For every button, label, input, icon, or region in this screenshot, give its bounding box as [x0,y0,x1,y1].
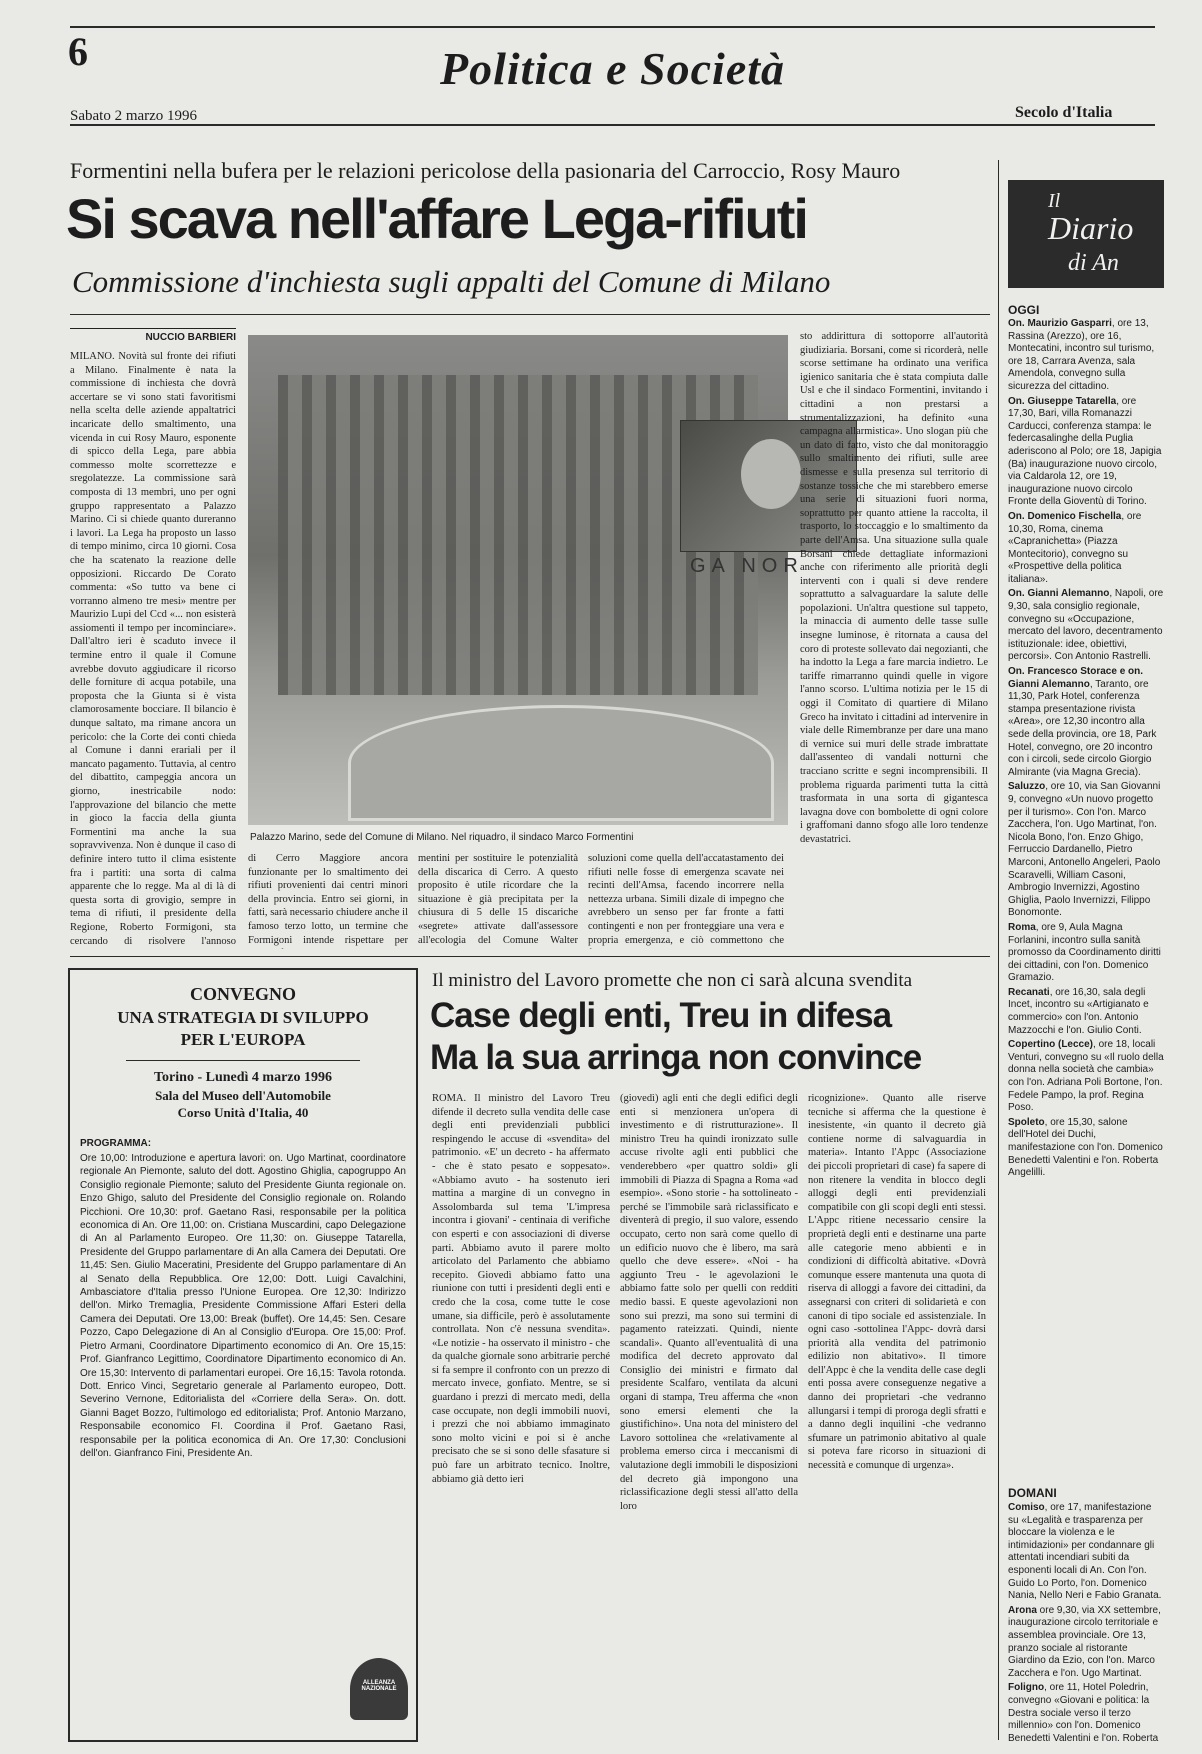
diario-entry-text: , ore 16,30, sala degli Incet, incontro su «Artigianato e commercio» con l'on. Antonio Mazzocchi e l'on. Giulio Conti. [1008,986,1149,1036]
date: Sabato 2 marzo 1996 [70,108,198,124]
diario-logo [1008,180,1164,288]
second-col3: ricognizione». Quanto alle riserve tecniche si afferma che la questione è inesistente, «in quanto il decreto già contiene norme di salvaguardia in materia». Intanto l'Appc (Associazione dei piccoli proprietari di case) fa sapere di non ritenere la vendita in blocco degli alloggi degli enti previdenziali compatibile con gli scopi degli enti stessi. L'Appc ritiene necessario censire la proprietà degli enti e destinarne una parte alle categorie meno abbienti e in condizioni di difficoltà abitative. «Dovrà comunque essere mantenuta una quota di riserva di alloggi a favore dei cittadini, da assegnarsi con criteri di solidarietà e con canoni di tipo sociale ed assistenziale. In ogni caso -sottolinea l'Appc- dovrà darsi priorità alla vendita del patrimonio edilizio non abitativo». Il timore dell'Appc è che la vendita delle case degli enti possa avere conseguenze negative a danno dei proprietari -che vedranno allungarsi i tempi di proroga degli sfratti e a danno degli inquilini -che vedranno sfumare un patrimonio abitativo al quale si poteva fare ricorso in situazioni di necessità e comunque di urgenza». [808,1093,986,1472]
second-headline1: Case degli enti, Treu in difesa [430,996,892,1035]
diario-entry [1008,588,1164,664]
face-shape [741,439,801,509]
diario-entry-text: , ore 17,30, Bari, villa Romanazzi Carducci, conferenza stampa: le federcasalinghe della Puglia aderiscono al Polo; ore 18, Japigia (Ba) inaugurazione nuovo circolo, via Caldarola 12, ore 19, inaugurazione nuovo circolo Fronte della Gioventù di Torino. [1008,395,1162,508]
diario-entry [1008,1039,1164,1115]
convegno-subtitle1: UNA STRATEGIA DI SVILUPPO [117,1008,369,1027]
diario-entry-who: Recanati [1008,986,1050,998]
diario-entry-who: On. Gianni Alemanno [1008,588,1110,600]
inset-badge-text: GA NOR [690,555,804,577]
convegno-where1: Sala del Museo dell'Automobile [155,1088,331,1103]
domani-label: DOMANI [1008,1486,1057,1500]
convegno-box [68,968,418,1742]
second-headline2: Ma la sua arringa non convince [430,1038,922,1077]
diario-logo-line1: Il [1048,190,1061,212]
diario-entry-who: Copertino (Lecce) [1008,1039,1094,1051]
diario-entry-text: , Taranto, ore 11,30, Park Hotel, conferenza stampa presentazione rivista «Area», ore 12,30 incontro alla sede della provincia, ore 18, Park Hotel, convegno, ore 20 incontro con i circoli, sede circolo Giorgio Almirante (via Magna Grecia). [1008,678,1157,778]
diario-entry-text: , Napoli, ore 9,30, sala consiglio regionale, convegno su «Occupazione, mercato del lavoro, decentramento istituzionale: idee, obiettivi, percorsi». Con Antonio Rastrelli. [1008,588,1164,663]
diario-entry-who: Spoleto [1008,1116,1045,1128]
diario-entry-text: , ore 15,30, salone dell'Hotel dei Duchi, manifestazione con l'on. Domenico Benedetti Valentini e l'on. Roberta Angelilli. [1008,1116,1163,1179]
sidebar-divider [998,160,999,1740]
diario-entry [1008,318,1164,394]
fountain [348,705,774,821]
lead-col3: mentini per sostituire le potenzialità della discarica di Cerro. A questo proposito è utile ricordare che la situazione è già precipitata per la chiusura di 5 delle 15 discariche «segrete» attivate dall'assessore all'ecologia del Comune Walter [418,853,578,946]
diario-entry [1008,1682,1164,1742]
lead-subheadline: Commissione d'inchiesta sugli appalti del Comune di Milano [72,264,831,299]
diario-entry-who: Comiso [1008,1502,1045,1513]
diario-logo-line2: Diario [1048,210,1134,246]
diario-entry [1008,511,1164,587]
diario-entry [1008,1605,1164,1681]
diario-entry-text: , ore 10,30, Roma, cinema «Capranichetta» (Piazza Montecitorio), convegno su «Prospettive della politica italiana». [1008,510,1142,585]
lead-headline: Si scava nell'affare Lega-rifiuti [66,187,807,250]
diario-entry-who: Saluzzo [1008,781,1046,793]
domani-list [1008,1502,1164,1742]
diario-entry-text: , ore 10, via San Giovanni 9, convegno «Un nuovo progetto per il turismo». Con l'on. Marco Zacchera, l'on. Ugo Martinat, l'on. Nicola Bono, l'on. Enzo Ghigo, Ferruccio Dardanello, Pietro Marconi, Antonello Angeleri, Paolo Scaravelli, William Casoni, Ambrogio Invernizzi, Agostino Ghiglia, Paolo Invernizzi, Filippo Bonomonte. [1008,781,1161,919]
diario-entry-who: On. Francesco Storace e on. Gianni Alemanno [1008,666,1144,690]
diario-entry [1008,396,1164,509]
convegno-rule [126,1060,360,1061]
lead-col5: sto addirittura di sottoporre all'autorità giudiziaria. Borsani, come si ricorderà, nelle scorse settimane ha ordinato una verifica igienico sanitaria che è stata compiuta dalle Usl e che il sindaco Formentini, invitando i cittadini a non prestarsi a strumentalizzazioni, ha definito «una campagna allarmistica». Uno slogan più che un dato di fatto, visto che dal monitoraggio sullo smaltimento dei rifiuti, sulle aree dismesse e sulla presenza sul territorio di sostanze tossiche che mi starebbero emerse una serie di situazioni fuori norma, soprattutto per quanto attiene la raccolta, il trasporto, lo stoccaggio e lo smaltimento da parte dell'Amsa. Una situazione sulla quale Borsani chiede dettagliate informazioni anche con riferimento alle priorità degli interventi con i quali si deve rendere soprattutto a salvaguardare la salute delle popolazioni. Un'altra questione sul tappeto, la minaccia di aumento delle tasse sulle insegne luminose, è ritornata a causa del coro di proteste sollevato dai negozianti, che ha indotto la Lega a fare marcia indietro. Le tariffe rimarranno quindi quelle in vigore l'anno scorso. L'ultima notizia per le 15 di oggi il Comitato di quartiere di Milano Greco ha invitato i cittadini ad intervenire in viale delle Rimembranze per dare una mano di vernice sui muri delle strade imbrattate dall'assenteo di vandali notturni che tracciano scritte e segni incomprensibili. Il problema riguarda parimenti tutta la città trasformata in una sorta di gigantesca lavagna dove con bombolette di ogni colore i graffomani danno sfogo alle loro tendenze devastatrici. [800,331,988,845]
diario-entry-who: On. Domenico Fischella [1008,510,1122,522]
diario-entry [1008,666,1164,779]
diario-entry-who: Roma [1008,921,1036,933]
second-kicker: Il ministro del Lavoro promette che non ci sarà alcuna svendita [432,970,913,991]
diario-entry-text: , ore 18, locali Venturi, convegno su «Il ruolo della donna nella società che cambia» con l'on. Adriana Poli Bortone, l'on. Fedele Pampo, la prof. Regina Poso. [1008,1039,1164,1114]
program-label: PROGRAMMA: [80,1138,152,1149]
convegno-title: CONVEGNO [189,984,296,1004]
diario-entry-text: , ore 9, Aula Magna Forlanini, incontro sulla sanità promosso da Coordinamento diritti dei cittadini, con l'on. Domenico Gramazio. [1008,921,1161,984]
byline: NUCCIO BARBIERI [70,328,236,343]
diario-entry-who: Arona [1008,1604,1037,1616]
diario-entry-text: , ore 11, Hotel Poledrin, convegno «Giovani e politica: la Destra sociale verso il terzo millennio» con l'on. Domenico Benedetti Valentini e l'on. Roberta [1008,1682,1159,1742]
lead-kicker: Formentini nella bufera per le relazioni pericolose della pasionaria del Carroccio, Rosy Mauro [70,158,901,183]
diario-entry [1008,781,1164,920]
diario-entry [1008,1502,1164,1603]
convegno-where2: Corso Unità d'Italia, 40 [177,1105,309,1120]
alleanza-nazionale-logo [350,1658,408,1720]
header-rule [70,124,1155,126]
diario-entry-who: On. Maurizio Gasparri [1008,318,1112,329]
diario-entry-text: , ore 17, manifestazione su «Legalità e trasparenza per bloccare la violenza e le intimidazioni» per condannare gli attentati incendiari subiti da esponenti locali di An. Con l'on. Guido Lo Porto, l'on. Domenico Nania, Nello Neri e Fabio Granata. [1008,1502,1162,1602]
photo-caption: Palazzo Marino, sede del Comune di Milano. Nel riquadro, il sindaco Marco Formentini [250,832,634,843]
diario-entry [1008,987,1164,1037]
section-title: Politica e Società [440,43,786,94]
oggi-label: OGGI [1008,303,1040,317]
palazzo-marino-photo [248,335,788,825]
second-col1: ROMA. Il ministro del Lavoro Treu difende il decreto sulla vendita delle case degli enti previdenziali pubblici respingendo le accuse di «svendita» del patrimonio. «E' un decreto - ha affermato - che è stato pesato e soppesato». «Abbiamo avuto - ha sostenuto ieri mattina a margine di un convegno in Assolombarda sul tema 'L'impresa incontra i giovani' - centinaia di verifiche con esperti e con associazioni di diverse parti. Abbiamo avuto il parere molto articolato del Parlamento che abbiamo recepito. Giovedì abbiamo fatto una riunione con tutti i presidenti degli enti e credo che la cosa, come tutte le cose umane, sia difficile, però è assolutamente controllata. Non c'è nessuna svendita». «Le notizie - ha osservato il ministro - che da qualche giornale sono arbitrarie perché si fa sempre il confronto con un prezzo di mercato invece, gonfiato. Mentre, se si guardano i prezzi di mercato medi, della case occupate, non degli immobili nuovi, i prezzi che noi abbiamo immaginato sono molto vicini e poi si è anche precisato che se si sono delle sfasature si può fare un arbitrato tecnico. Inoltre, abbiamo già detto ieri [432,1093,610,1485]
lead-rule [70,314,990,315]
top-rule [70,26,1155,28]
lead-col1: MILANO. Novità sul fronte dei rifiuti a Milano. Finalmente è nata la commissione di inchiesta che dovrà accertare se vi sono stati favoritismi nella scelta delle aziende appaltatrici incaricate dello smaltimento, una vicenda in cui Rosy Mauro, esponente di spicco della Lega, pare abbia commesso molte scorrettezze e sregolatezze. La commissione sarà composta di 13 membri, uno per ogni gruppo rappresentato a Palazzo Marino. Ci si chiede quanto dureranno i lavori. La Lega ha proposto un lasso di tempo minimo, circa 10 giorni. Cosa che ha scatenato la reazione delle opposizioni. Riccardo De Corato commenta: «So tutto va bene ci vorranno almeno tre mesi» mentre per Maurizio Lupi del Ccd «... non esisterà assiomenti il tempo per incominciare». Dall'altro ieri è scaduto invece il termine entro il quale il Comune avrebbe dovuto aggiudicare il ricorso delle forniture di acqua potabile, una proposta che la Giunta si è vista clamorosamente bocciare. Il bilancio è dunque saltato, ma rimane ancora un pericolo: che la Corte dei conti chieda al Comune i danni erariali per il mancato pagamento. Tuttavia, al centro del dibattito, campeggia ancora un giorno, inestricabile nodo: l'approvazione del bilancio che mette in gioco la faccia della giunta Formentini ma anche la sua sopravvivenza. Non è dunque il caso di definire intero tutto il clima esistente fra i partiti: una sorta di calma apparente che lo regge. Ma al di là di questa sorta di grovigio, sempre in tema di rifiuti, il presidente della Regione, Roberto Formigoni, sta cercando di risolvere l'annoso [70,351,236,947]
newspaper-name: Secolo d'Italia [1015,104,1113,121]
diario-entry-who: On. Giuseppe Tatarella [1008,395,1117,407]
diario-entry-text: ore 9,30, via XX settembre, inaugurazione circolo territoriale e assemblea provinciale. Ore 13, pranzo sociale al ristorante Giardino da Ezio, con l'on. Marco Zacchera e l'on. Ugo Martinat. [1008,1604,1161,1679]
diario-logo-line3: di An [1068,250,1119,276]
lead-col4: soluzioni come quella dell'accatastamento dei rifiuti nelle fosse di emergenza scavate nei recinti dell'Amsa, facendo incorrere nella nettezza urbana. Simili dizale di impegno che avrebbero un senso per far fronte a fatti contingenti e non per fronteggiare una vera e propria emergenza, e ciò commettono che [588,853,784,946]
diario-entry-who: Foligno [1008,1682,1045,1694]
diario-entry-text: , ore 13, Rassina (Arezzo), ore 16, Montecatini, incontro sul turismo, ore 18, Carrara Avenza, sala Amendola, convegno sulla sicurezza del cittadino. [1008,318,1155,392]
lead-bottom-rule [70,956,990,957]
page-number: 6 [68,29,88,74]
second-col2: (giovedì) agli enti che degli edifici degli enti si menzionera un'opera di investimento e di ristrutturazione». Il ministro Treu ha quindi ironizzato sulle accuse rivolte agli enti pubblici che venderebbero «per quattro soldi» gli immobili di Piazza di Spagna a Roma «ad esempio». «Sono storie - ha sottolineato - perché se l'immobile sarà riclassificato e diventerà di pregio, il suo valore, essendo occupato, certo non sarà come quello di un edificio nuovo che è libero, ma sarà quello che deve essere». «Noi - ha aggiunto Treu - le agevolazioni le abbiamo fatte solo per quelli con redditi medio bassi. E queste agevolazioni non sono sui prezzi, ma sono sui termini di pagamento rateizzati. Quindi, niente scandali». Quanto all'eventualità di una modifica del decreto approvato dal Consiglio dei ministri e firmato dal presidente Scalfaro, ventilata da alcuni organi di stampa, Treu afferma che «non sono emersi elementi che la giustifichino». Una nota del ministero del Lavoro sottolinea che «relativamente al problema emerso circa i meccanismi di valutazione degli immobili le disposizioni del decreto già impongono una riclassificazione degli stessi all'atto della loro [620,1093,798,1512]
convegno-subtitle2: PER L'EUROPA [180,1030,306,1049]
convegno-when: Torino - Lunedì 4 marzo 1996 [154,1070,332,1085]
lead-col2: di Cerro Maggiore ancora funzionante per lo smaltimento dei rifiuti provenienti dai centri minori della provincia. Entro sei giorni, in fatti, sarà necessario chiudere anche il famoso terzo lotto, un termine che Formigoni intende rispettare per [248,853,408,946]
oggi-list [1008,318,1164,1478]
diario-entry [1008,922,1164,985]
logo-text: ALLEANZA NAZIONALE [361,1680,397,1692]
program-text: Ore 10,00: Introduzione e apertura lavori: on. Ugo Martinat, coordinatore regionale An Piemonte, saluto del dott. Agostino Ghiglia, capogruppo An Consiglio regionale Piemonte; saluto del Presidente Giunta regionale on. Enzo Ghigo, saluto del Presidente del Consiglio regionale on. Rolando Picchioni. Ore 10,30: prof. Gaetano Rasi, responsabile per la politica economica di An. Ore 11,00: on. Cristiana Muscardini, capo Delegazione di An al Parlamento Europeo. Ore 11,30: on. Giuseppe Tatarella, Presidente del Gruppo parlamentare di An alla Camera dei Deputati. Ore 11,45: Sen. Giulio Maceratini, Presidente del Gruppo parlamentare di An al Senato della Repubblica. Ore 12,00: Dott. Luigi Cavalchini, Ambasciatore d'Italia presso l'Unione Europea. Ore 12,30: Indirizzo dell'on. Mirko Tremaglia, Presidente Commissione Affari Esteri della Camera dei Deputati. Ore 13,00: Break (buffet). Ore 14,45: Sen. Cesare Pozzo, Capo Delegazione di An al Consiglio d'Europa. Ore 15,00: Prof. Pietro Armani, Coordinatore Dipartimento economico di An. Ore 15,15: Prof. Gianfranco Legittimo, Coordinatore Dipartimento economico di An. Ore 15,30: Intervento di parlamentari europei. Ore 16,15: Tavola rotonda. Dott. Enrico Vinci, Segretario generale al Parlamento europeo, Dott. Severino Vernone, Editorialista del «Corriere della Sera». On. dott. Gianni Baget Bozzo, l'ultimologo ed editorialista; Prof. Antonio Marzano, Responsabile economico FI. Coordina il Prof. Gaetano Rasi, responsabile per la politica economica di An. Ore 17,30: Conclusioni dell'on. Gianfranco Fini, Presidente An. [80,1153,406,1459]
diario-entry [1008,1117,1164,1180]
